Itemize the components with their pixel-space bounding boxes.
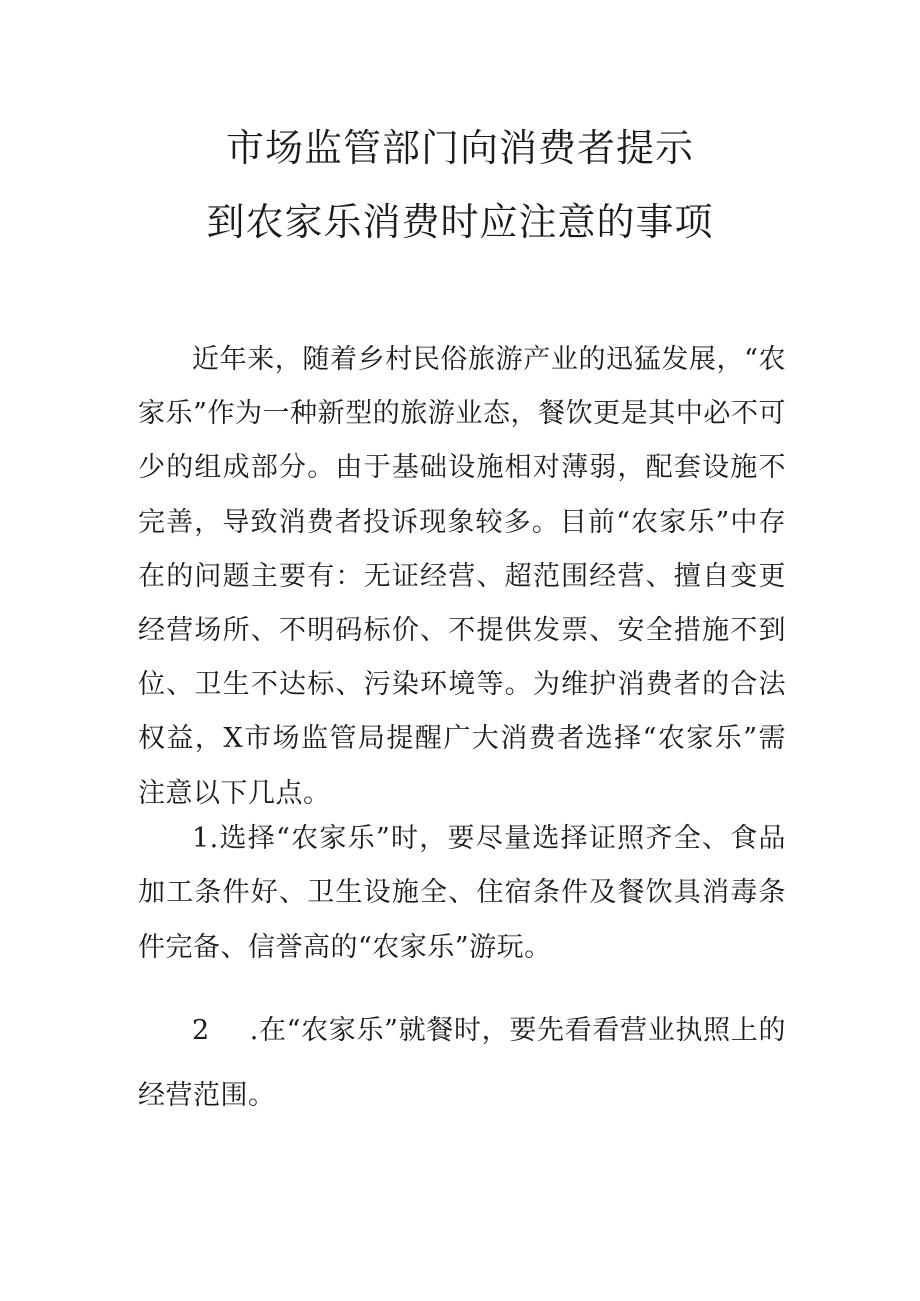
item-2-text: .在“农家乐”就餐时，要先看看营业执照上的经营范围。 (138, 1015, 786, 1111)
intro-paragraph: 近年来，随着乡村民俗旅游产业的迅猛发展，“农家乐”作为一种新型的旅游业态，餐饮更是其中必不可少的组成部分。由于基础设施相对薄弱，配套设施不完善，导致消费者投诉现象较多。目前“农家乐”中存在的问题主要有：无证经营、超范围经营、擅自变更经营场所、不明码标价、不提供发票、安全措施不到位、卫生不达标、污染环境等。为维护消费者的合法权益，X市场监管局提醒广大消费者选择“农家乐”需注意以下几点。 (138, 344, 786, 809)
document-title-line-2: 到农家乐消费时应注意的事项 (206, 200, 714, 244)
item-2-paragraph (138, 998, 786, 1128)
item-2-number: 2 (192, 1015, 210, 1046)
item-1-paragraph: 1.选择“农家乐”时，要尽量选择证照齐全、食品加工条件好、卫生设施全、住宿条件及餐饮具消毒条件完备、信誉高的“农家乐”游玩。 (138, 823, 786, 963)
document-title-line-1: 市场监管部门向消费者提示 (225, 126, 694, 170)
